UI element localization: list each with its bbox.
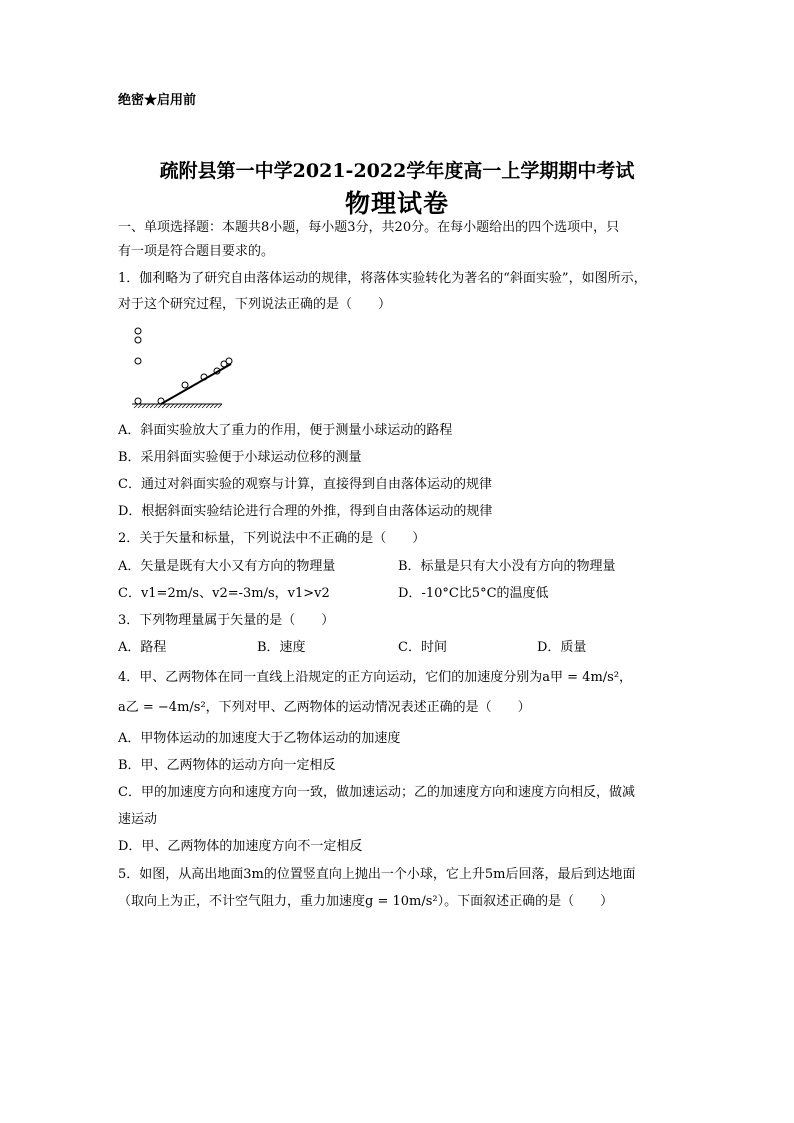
q5-stem-line1: 5．如图，从高出地面3m的位置竖直向上抛出一个小球，它上升5m后回落，最后到达地面 bbox=[118, 867, 636, 882]
q1-option-d: D．根据斜面实验结论进行合理的外推，得到自由落体运动的规律 bbox=[118, 504, 493, 519]
incline-surface bbox=[161, 364, 231, 404]
confidential-label: 绝密★启用前 bbox=[118, 93, 197, 108]
q4-option-c-line2: 速运动 bbox=[118, 812, 158, 827]
q1-option-c: C．通过对斜面实验的观察与计算，直接得到自由落体运动的规律 bbox=[118, 477, 492, 492]
q4-option-c-line1: C．甲的加速度方向和速度方向一致，做加速运动；乙的加速度方向和速度方向相反，做减 bbox=[118, 785, 635, 800]
q5-stem-line2: （取向上为正，不计空气阻力，重力加速度g = 10m/s²）。下面叙述正确的是（ ） bbox=[118, 894, 614, 909]
q1-option-a: A．斜面实验放大了重力的作用，便于测量小球运动的路程 bbox=[118, 423, 453, 438]
q3-stem: 3．下列物理量属于矢量的是（ ） bbox=[118, 613, 335, 628]
q1-stem-line1: 1．伽利略为了研究自由落体运动的规律，将落体实验转化为著名的“斜面实验”，如图所示， bbox=[118, 271, 647, 286]
q3-option-c: C．时间 bbox=[398, 640, 447, 655]
q2-option-a: A．矢量是既有大小又有方向的物理量 bbox=[118, 559, 336, 574]
q4-option-a: A．甲物体运动的加速度大于乙物体运动的加速度 bbox=[118, 731, 401, 746]
q2-stem: 2．关于矢量和标量，下列说法中不正确的是（ ） bbox=[118, 531, 426, 546]
q3-option-d: D．质量 bbox=[537, 640, 587, 655]
falling-ball-3 bbox=[135, 358, 141, 364]
section-heading-line2: 有一项是符合题目要求的。 bbox=[118, 244, 275, 259]
section-heading-line1: 一、单项选择题：本题共8小题，每小题3分，共20分。在每小题给出的四个选项中，只 bbox=[118, 220, 620, 235]
exam-title: 疏附县第一中学2021-2022学年度高一上学期期中考试 bbox=[159, 160, 635, 182]
ground-hatching bbox=[134, 404, 222, 408]
incline-ball-1 bbox=[182, 382, 188, 388]
q2-option-d: D．-10°C比5°C的温度低 bbox=[398, 586, 549, 601]
falling-ball-1 bbox=[135, 328, 141, 334]
q1-stem-line2: 对于这个研究过程，下列说法正确的是（ ） bbox=[118, 297, 392, 312]
q2-option-c: C．v1=2m/s、v2=-3m/s，v1>v2 bbox=[118, 586, 330, 601]
q3-option-a: A．路程 bbox=[118, 640, 167, 655]
falling-ball-2 bbox=[135, 337, 141, 343]
q1-option-b: B．采用斜面实验便于小球运动位移的测量 bbox=[118, 450, 362, 465]
inclined-plane-figure bbox=[118, 322, 248, 414]
subject-title: 物理试卷 bbox=[344, 189, 449, 218]
incline-ball-5 bbox=[226, 358, 232, 364]
q3-option-b: B．速度 bbox=[257, 640, 306, 655]
q4-stem-line2: a乙 = −4m/s²，下列对甲、乙两物体的运动情况表述正确的是（ ） bbox=[118, 700, 531, 715]
ground-ball-1 bbox=[135, 398, 141, 404]
q2-option-b: B．标量是只有大小没有方向的物理量 bbox=[398, 559, 616, 574]
q4-option-d: D．甲、乙两物体的加速度方向不一定相反 bbox=[118, 839, 363, 854]
q4-option-b: B．甲、乙两物体的运动方向一定相反 bbox=[118, 758, 336, 773]
q4-stem-line1: 4．甲、乙两物体在同一直线上沿规定的正方向运动，它们的加速度分别为a甲 = 4m/s²， bbox=[118, 670, 633, 685]
